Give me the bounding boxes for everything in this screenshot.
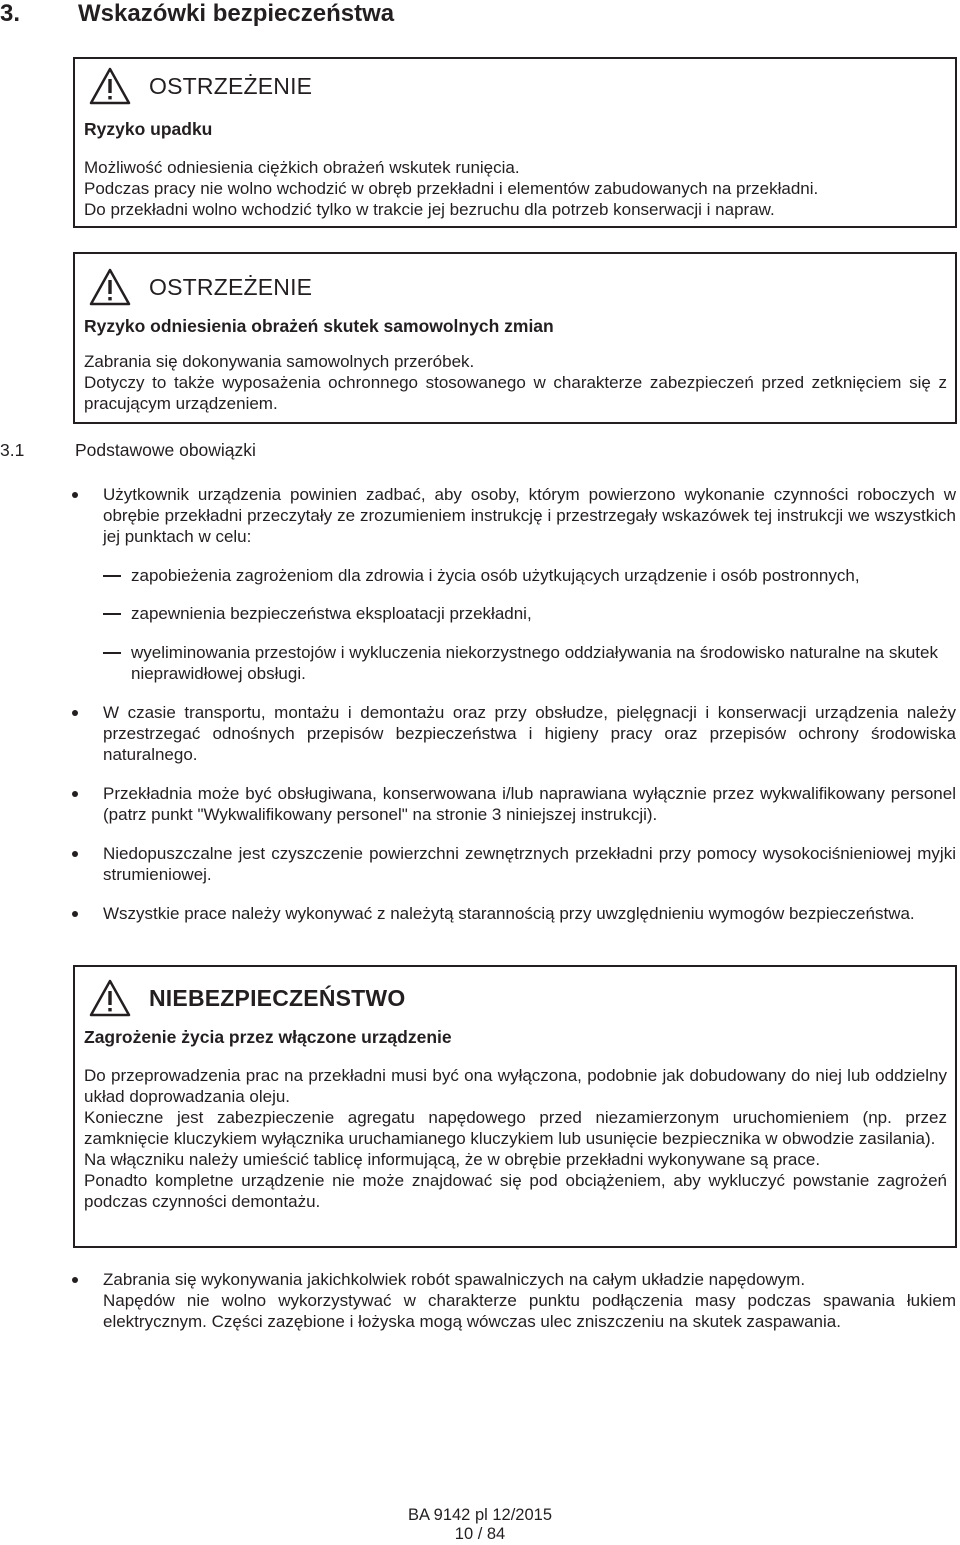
- list-item-text: Niedopuszczalne jest czyszczenie powierzchni zewnętrznych przekładni przy pomocy wysokociśnieniowej myjki strumieniowej.: [103, 844, 956, 884]
- list-item-line: Zabrania się wykonywania jakichkolwiek robót spawalniczych na całym układzie napędowym.: [103, 1270, 806, 1289]
- danger-box: [73, 965, 957, 1248]
- footer-doc-id: BA 9142 pl 12/2015: [407, 1506, 553, 1524]
- danger-paragraph: Ponadto kompletne urządzenie nie może znajdować się pod obciążeniem, aby wykluczyć powstanie zagrożeń podczas czynności demontażu.: [84, 1171, 947, 1211]
- warning-box-unauthorized-changes: [73, 252, 957, 424]
- list-item-text: Przekładnia może być obsługiwana, konserwowana i/lub naprawiana wyłącznie przez wykwalifikowany personel (patrz punkt "Wykwalifikowany personel" na stronie 3 niniejszej instrukcji).: [103, 784, 956, 824]
- warning-header: [89, 67, 312, 105]
- warning-line: Możliwość odniesienia ciężkich obrażeń wskutek runięcia.: [84, 158, 520, 177]
- dash-icon: [103, 652, 121, 654]
- warning-triangle-icon: [89, 268, 131, 306]
- warning-title: OSTRZEŻENIE: [149, 274, 313, 300]
- list-item-text: W czasie transportu, montażu i demontażu oraz przy obsłudze, pielęgnacji i konserwacji urządzenia należy przestrzegać odnośnych przepisów bezpieczeństwa i higieny pracy oraz przepisów ochrony środowiska naturalnego.: [103, 703, 956, 764]
- bullet-icon: [72, 851, 78, 857]
- section-number: 3.: [0, 0, 21, 27]
- warning-box-fall-risk: [73, 57, 957, 228]
- sub-list-item-text: wyeliminowania przestojów i wykluczenia niekorzystnego oddziaływania na środowisko naturalne na skutek nieprawidłowej obsługi.: [131, 643, 938, 683]
- warning-triangle-icon: [89, 979, 131, 1017]
- warning-line: Dotyczy to także wyposażenia ochronnego stosowanego w charakterze zabezpieczeń przed zetknięciem się z pracującym urządzeniem.: [84, 373, 947, 413]
- dash-icon: [103, 613, 121, 615]
- danger-paragraph: Do przeprowadzenia prac na przekładni musi być ona wyłączona, podobnie jak dobudowany do niej lub oddzielny układ doprowadzania oleju.: [84, 1066, 947, 1106]
- warning-subtitle: Ryzyko upadku: [84, 119, 213, 139]
- list-item-text: [103, 1269, 956, 1332]
- bullet-icon: [72, 1277, 78, 1283]
- warning-triangle-icon: [89, 67, 131, 105]
- dash-icon: [103, 575, 121, 577]
- footer-page-number: 10 / 84: [454, 1525, 506, 1543]
- warning-line: Zabrania się dokonywania samowolnych przeróbek.: [84, 352, 475, 371]
- subsection-heading: [0, 440, 256, 461]
- warning-title: OSTRZEŻENIE: [149, 73, 313, 99]
- danger-subtitle: Zagrożenie życia przez włączone urządzenie: [84, 1027, 452, 1047]
- bullet-icon: [72, 911, 78, 917]
- bullet-icon: [72, 710, 78, 716]
- warning-body: [84, 351, 947, 414]
- subsection-title: Podstawowe obowiązki: [75, 440, 256, 460]
- danger-header: [89, 979, 405, 1017]
- danger-paragraph: Konieczne jest zabezpieczenie agregatu napędowego przed niezamierzonym uruchomieniem (np. przez zamknięcie kluczykiem wyłącznika uruchamianego kluczykiem lub usunięcie bezpiecznika w obwodzie zasilania).: [84, 1108, 947, 1148]
- warning-line: Do przekładni wolno wchodzić tylko w trakcie jej bezruchu dla potrzeb konserwacji i napraw.: [84, 200, 775, 219]
- bullet-icon: [72, 791, 78, 797]
- section-title: Wskazówki bezpieczeństwa: [78, 0, 395, 27]
- warning-body: [84, 157, 947, 220]
- list-item-text: Wszystkie prace należy wykonywać z należytą starannością przy uwzględnieniu wymogów bezpieczeństwa.: [103, 904, 915, 923]
- danger-title: NIEBEZPIECZEŃSTWO: [149, 985, 406, 1011]
- bullet-icon: [72, 492, 78, 498]
- warning-subtitle: Ryzyko odniesienia obrażeń skutek samowolnych zmian: [84, 316, 554, 336]
- list-item-line: Napędów nie wolno wykorzystywać w charakterze punktu podłączenia masy podczas spawania łukiem elektrycznym. Części zazębione i łożyska mogą wówczas ulec zniszczeniu na skutek zaspawania.: [103, 1291, 956, 1331]
- sub-list-item-text: zapobieżenia zagrożeniom dla zdrowia i życia osób użytkujących urządzenie i osób postronnych,: [131, 566, 860, 585]
- sub-list-item-text: zapewnienia bezpieczeństwa eksploatacji przekładni,: [131, 604, 532, 623]
- warning-header: [89, 268, 312, 306]
- subsection-number: 3.1: [0, 440, 25, 460]
- section-heading: [0, 0, 394, 28]
- warning-line: Podczas pracy nie wolno wchodzić w obręb przekładni i elementów zabudowanych na przekładni.: [84, 179, 819, 198]
- danger-paragraph: Na włączniku należy umieścić tablicę informującą, że w obrębie przekładni wykonywane są prace.: [84, 1150, 821, 1169]
- list-item-text: Użytkownik urządzenia powinien zadbać, aby osoby, którym powierzono wykonanie czynności roboczych w obrębie przekładni przeczytały ze zrozumieniem instrukcję i przestrzegały wskazówek tej instrukcji we wszystkich jej punktach w celu:: [103, 485, 956, 546]
- danger-body: [84, 1065, 947, 1212]
